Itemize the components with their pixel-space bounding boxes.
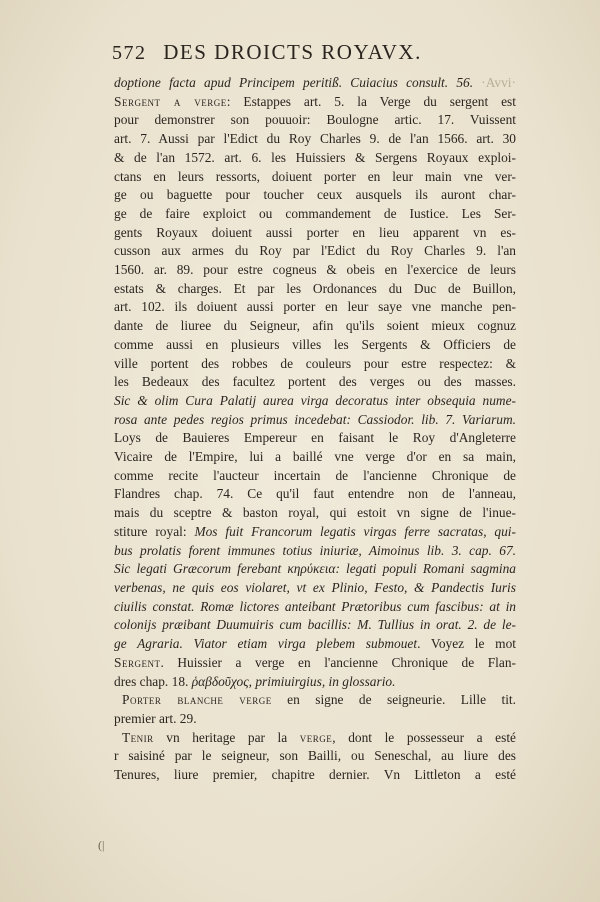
text-segment: Sic & olim Cura Palatij aurea virga decoratus inter obsequia nume- [114, 392, 516, 408]
text-segment: comme recite l'aucteur incertain de l'ancienne Chronique de [114, 467, 516, 483]
text-line [114, 523, 516, 542]
text-segment: premier art. 29. [114, 710, 197, 726]
text-line [114, 485, 516, 504]
text-line [114, 579, 516, 598]
text-segment: Mos fuit Francorum legatis virgas ferre sacratas, qui- [194, 523, 516, 539]
text-segment: . Voyez le mot [417, 636, 516, 652]
text-segment: ge ou baguette pour toucher ceux ausquels ils auront char- [114, 187, 516, 203]
text-segment: pour demonstrer son pouuoir: Boulogne artic. 17. Vuissent [114, 112, 516, 128]
text-segment: . Huissier a verge en l'ancienne Chronique de Flan- [160, 654, 516, 670]
page-header [112, 40, 492, 65]
text-segment: , dont le possesseur a esté [332, 729, 516, 745]
text-line [114, 504, 516, 523]
text-line [114, 429, 516, 448]
text-line [114, 710, 516, 729]
text-line [114, 598, 516, 617]
text-segment: Tenir [122, 729, 154, 745]
text-segment: ge Agraria. Viator etiam virga plebem submouet [114, 636, 418, 652]
text-segment: colonijs præibant Duumuiris cum bacillis: M. Tullius in orat. 2. de le- [114, 617, 516, 633]
text-line [114, 373, 516, 392]
text-segment: comme aussi en plusieurs villes les Sergents & Officiers de [114, 336, 516, 352]
text-segment: ville portent des robbes de couleurs pour estre respectez: & [114, 355, 516, 371]
text-segment: vn heritage par la [153, 729, 300, 745]
text-segment: Sergent a verge [114, 93, 227, 109]
text-line [114, 130, 516, 149]
text-line [114, 673, 516, 692]
text-line [114, 336, 516, 355]
margin-mark: (| [98, 838, 105, 852]
running-title: DES DROICTS ROYAVX. [163, 40, 422, 64]
text-line [114, 654, 516, 673]
text-line [114, 205, 516, 224]
text-segment: ctans en leurs ressorts, doiuent porter en leur main vne ver- [114, 168, 516, 184]
text-segment: Porter blanche verge [122, 692, 272, 708]
text-segment: r saisiné par le seigneur, son Bailli, ou Seneschal, au liure des [114, 748, 516, 764]
text-line [114, 691, 516, 710]
text-line [114, 186, 516, 205]
text-segment: ciuilis constat. Romæ lictores anteibant Prætoribus cum fascibus: at in [114, 598, 516, 614]
text-segment: Flandres chap. 74. Ce qu'il faut entendre non de l'anneau, [114, 486, 516, 502]
text-line [114, 616, 516, 635]
text-line [114, 111, 516, 130]
text-segment: doptione facta apud Principem peritiß. Cuiacius consult. 56. [114, 75, 474, 90]
text-line [114, 74, 516, 93]
text-line [114, 448, 516, 467]
text-line [114, 411, 516, 430]
text-line [114, 93, 516, 112]
text-segment: art. 7. Aussi par l'Edict du Roy Charles 9. de l'an 1566. art. 30 [114, 131, 516, 147]
text-segment: stiture royal: [114, 523, 195, 539]
text-line [114, 747, 516, 766]
text-line [114, 542, 516, 561]
text-segment: dres chap. 18. [114, 673, 192, 689]
text-segment: dante de liuree du Seigneur, afin qu'ils soient mieux cognuz [114, 318, 516, 334]
text-line [114, 317, 516, 336]
text-segment: verbenas, ne quis eos violaret, vt ex Plinio, Festo, & Pandectis Iuris [114, 579, 516, 595]
text-segment: gents Royaux doiuent aussi porter en lieu apparent vn es- [114, 224, 516, 240]
text-segment: Tenures, liure premier, chapitre dernier. Vn Littleton a esté [114, 767, 516, 783]
text-line [114, 261, 516, 280]
text-line [114, 149, 516, 168]
text-segment: cusson aux armes du Roy par l'Edict du Roy Charles 9. l'an [114, 243, 516, 259]
page-number: 572 [112, 42, 147, 64]
text-segment: art. 102. ils doiuent aussi porter en leur saye vne manche pen- [114, 299, 516, 315]
text-segment: Sic legati Græcorum ferebant κηρύκεια: legati populi Romani sagmina [114, 561, 516, 577]
text-segment: verge [299, 729, 333, 745]
text-segment: ·Avvi· [473, 75, 516, 90]
text-segment: Sergent [114, 654, 161, 670]
text-line [114, 242, 516, 261]
text-line [114, 224, 516, 243]
text-line [114, 766, 516, 785]
body-text [114, 74, 516, 785]
text-segment: 1560. ar. 89. pour estre cogneus & obeis en l'exercice de leurs [114, 262, 516, 278]
text-segment: bus prolatis forent immunes totius iniuriæ, Aimoinus lib. 3. cap. 67. [114, 542, 516, 558]
text-line [114, 392, 516, 411]
text-segment: Vicaire de l'Empire, lui a baillé vne verge d'or en sa main, [114, 449, 516, 465]
text-line [114, 355, 516, 374]
text-segment: Loys de Bauieres Empereur en faisant le Roy d'Angleterre [114, 430, 516, 446]
text-segment: mais du sceptre & baston royal, qui estoit vn signe de l'inue- [114, 505, 516, 521]
text-segment: ge de faire exploict ou commandement de Iustice. Les Ser- [114, 205, 516, 221]
text-line [114, 560, 516, 579]
text-segment: : Estappes art. 5. la Verge du sergent est [226, 93, 516, 109]
text-line [114, 168, 516, 187]
text-line [114, 280, 516, 299]
text-segment: estats & charges. Et par les Ordonances du Duc de Buillon, [114, 280, 516, 296]
text-line [114, 298, 516, 317]
text-segment: les Bedeaux des facultez portent des verges ou des masses. [114, 374, 516, 390]
text-segment: & de l'an 1572. art. 6. les Huissiers & Sergens Royaux exploi- [114, 149, 516, 165]
text-line [114, 635, 516, 654]
text-segment: rosa ante pedes regios primus incedebat: Cassiodor. lib. 7. Variarum. [114, 411, 516, 427]
text-segment: ῥαβδοῦχος, primiuirgius, in glossario. [191, 673, 396, 689]
text-line [114, 467, 516, 486]
text-segment: en signe de seigneurie. Lille tit. [271, 692, 516, 708]
text-line [114, 729, 516, 748]
